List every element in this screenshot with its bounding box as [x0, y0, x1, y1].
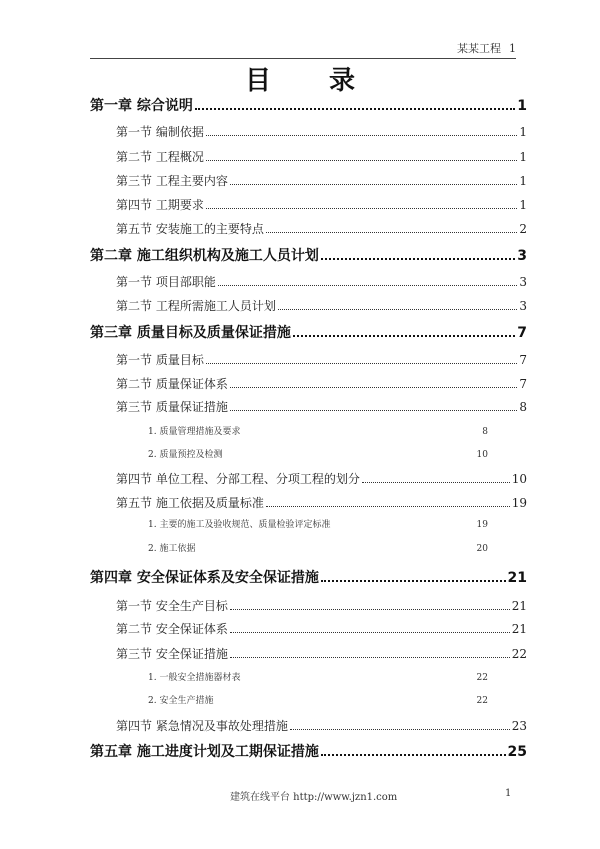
toc-entry: [116, 375, 527, 392]
toc-entry: [148, 670, 488, 683]
toc-entry-label: 1. 质量管理措施及要求: [148, 427, 241, 437]
toc-entry-label: 第二节 工程概况: [116, 150, 204, 164]
toc-entry-label: 第五节 安装施工的主要特点: [116, 222, 264, 236]
toc-entry: [90, 567, 527, 587]
toc-entry-page: 10: [511, 472, 527, 486]
toc-entry: [116, 172, 527, 189]
toc-entry-label: 第二节 安全保证体系: [116, 622, 228, 636]
toc-entry-page: 23: [511, 719, 527, 733]
toc-entry-page: 21: [511, 622, 527, 636]
toc-leader-dots: [206, 135, 518, 136]
toc-entry-page: 1: [519, 150, 527, 164]
toc-leader-dots: [206, 208, 518, 209]
toc-leader-dots: [206, 363, 518, 364]
toc-entry: [116, 645, 527, 662]
toc-entry-label: 1. 一般安全措施器材表: [148, 673, 241, 683]
toc-entry-label: 第三节 工程主要内容: [116, 174, 228, 188]
toc-entry: [90, 322, 527, 342]
toc-entry-label: 第一节 安全生产目标: [116, 599, 228, 613]
toc-leader-dots: [321, 580, 506, 582]
toc-entry: [116, 196, 527, 213]
page-title: 目录: [244, 66, 413, 96]
toc-entry-label: 第四章 安全保证体系及安全保证措施: [90, 570, 319, 586]
toc-entry-label: 第二节 质量保证体系: [116, 377, 228, 391]
toc-entry: [116, 123, 527, 140]
toc-entry-page: 3: [517, 248, 527, 264]
toc-leader-dots: [293, 335, 515, 337]
header-label: [457, 40, 516, 56]
toc-entry-label: 2. 施工依据: [148, 544, 196, 554]
toc-entry: [90, 95, 527, 115]
toc-entry-page: 1: [519, 174, 527, 188]
toc-entry-page: 3: [519, 275, 527, 289]
toc-entry: [116, 220, 527, 237]
toc-entry-label: 第一章 综合说明: [90, 98, 193, 114]
toc-leader-dots: [321, 258, 515, 260]
toc-entry-page: 19: [476, 520, 488, 530]
toc-entry: [116, 398, 527, 415]
toc-entry-label: 第一节 编制依据: [116, 125, 204, 139]
toc-entry-page: 22: [476, 673, 488, 683]
toc-leader-dots: [321, 754, 506, 756]
toc-entry: [90, 245, 527, 265]
toc-entry-label: 第一节 质量目标: [116, 353, 204, 367]
toc-entry-label: 第四节 单位工程、分部工程、分项工程的划分: [116, 472, 360, 486]
page-footer: [0, 788, 600, 802]
toc-entry-page: 7: [517, 325, 527, 341]
toc-entry-label: 第三节 安全保证措施: [116, 647, 228, 661]
footer-page-number: 1: [505, 788, 512, 799]
toc-entry-page: 1: [519, 125, 527, 139]
toc-entry-label: 第三节 质量保证措施: [116, 400, 228, 414]
toc-entry-label: 第二章 施工组织机构及施工人员计划: [90, 248, 319, 264]
toc-entry-label: 第二节 工程所需施工人员计划: [116, 299, 276, 313]
toc-entry-page: 8: [519, 400, 527, 414]
toc-entry: [148, 541, 488, 554]
toc-entry-label: 2. 质量预控及检测: [148, 450, 223, 460]
toc-entry-page: 21: [511, 599, 527, 613]
toc-leader-dots: [290, 729, 510, 730]
toc-leader-dots: [230, 387, 518, 388]
toc-entry: [116, 470, 527, 487]
toc-leader-dots: [278, 309, 518, 310]
toc-entry-label: 第一节 项目部职能: [116, 275, 216, 289]
toc-entry: [148, 517, 488, 530]
toc-entry-page: 22: [511, 647, 527, 661]
toc-entry: [116, 494, 527, 511]
toc-entry: [148, 447, 488, 460]
toc-entry: [116, 620, 527, 637]
footer-site: 建筑在线平台 http://www.jzn1.com: [230, 792, 398, 803]
toc-entry: [116, 717, 527, 734]
toc-entry-label: 第五节 施工依据及质量标准: [116, 496, 264, 510]
toc-entry: [116, 351, 527, 368]
toc-leader-dots: [218, 285, 518, 286]
toc-entry: [148, 693, 488, 706]
header-text: 某某工程: [457, 42, 501, 55]
toc-entry-label: 2. 安全生产措施: [148, 696, 214, 706]
toc-entry-page: 1: [519, 198, 527, 212]
toc-entry-label: 第五章 施工进度计划及工期保证措施: [90, 744, 319, 760]
toc-leader-dots: [230, 410, 518, 411]
toc-entry-page: 2: [519, 222, 527, 236]
toc-leader-dots: [266, 232, 518, 233]
toc-entry-page: 8: [482, 427, 488, 437]
toc-entry-page: 3: [519, 299, 527, 313]
toc-entry-label: 第四节 紧急情况及事故处理措施: [116, 719, 288, 733]
page-header: [90, 40, 516, 59]
toc-leader-dots: [266, 506, 510, 507]
toc-leader-dots: [230, 184, 518, 185]
toc-entry-label: 第四节 工期要求: [116, 198, 204, 212]
toc-leader-dots: [230, 632, 510, 633]
toc-entry-page: 7: [519, 377, 527, 391]
toc-entry-page: 20: [476, 544, 488, 554]
toc-leader-dots: [362, 482, 510, 483]
toc-entry-page: 21: [507, 570, 527, 586]
toc-entry-page: 1: [517, 98, 527, 114]
toc-entry: [116, 148, 527, 165]
toc-leader-dots: [206, 160, 518, 161]
toc-entry: [90, 741, 527, 761]
toc-entry-label: 1. 主要的施工及验收规范、质量检验评定标准: [148, 520, 331, 530]
toc-entry-page: 7: [519, 353, 527, 367]
toc-entry-page: 10: [476, 450, 488, 460]
toc-leader-dots: [230, 609, 510, 610]
toc-entry-page: 22: [476, 696, 488, 706]
toc-leader-dots: [230, 657, 510, 658]
toc-entry-label: 第三章 质量目标及质量保证措施: [90, 325, 291, 341]
toc-entry-page: 19: [511, 496, 527, 510]
toc-entry: [116, 597, 527, 614]
header-page-number: 1: [509, 42, 516, 55]
toc-entry-page: 25: [507, 744, 527, 760]
toc-entry: [148, 424, 488, 437]
toc-entry: [116, 273, 527, 290]
toc-entry: [116, 297, 527, 314]
toc-leader-dots: [195, 108, 515, 110]
